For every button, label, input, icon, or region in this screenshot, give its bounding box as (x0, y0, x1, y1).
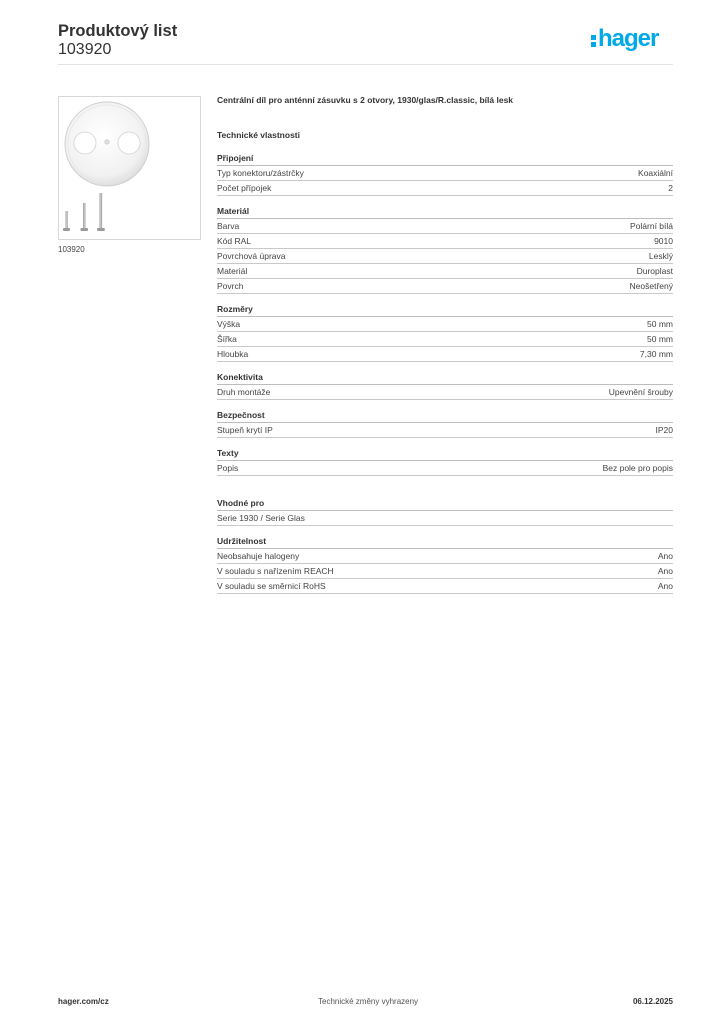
row-value: 9010 (654, 236, 673, 246)
row-value: Duroplast (636, 266, 673, 276)
table-row (217, 347, 673, 362)
page-footer (58, 997, 673, 1009)
section-connectivity (217, 372, 673, 400)
table-row (217, 279, 673, 294)
table-row (217, 332, 673, 347)
section-title: Udržitelnost (217, 536, 673, 549)
row-value: 2 (668, 183, 673, 193)
section-title: Vhodné pro (217, 498, 673, 511)
table-row (217, 234, 673, 249)
product-content (217, 95, 673, 594)
row-label: Kód RAL (217, 236, 252, 246)
section-suitable-for (217, 498, 673, 526)
section-title: Texty (217, 448, 673, 461)
table-row (217, 579, 673, 594)
footer-notice: Technické změny vyhrazeny (318, 997, 419, 1006)
logo-dot-icon (591, 42, 596, 47)
section-connection (217, 153, 673, 196)
section-title: Materiál (217, 206, 673, 219)
section-material (217, 206, 673, 294)
row-value: 50 mm (647, 319, 673, 329)
footer-date: 06.12.2025 (632, 997, 673, 1006)
row-label: Barva (217, 221, 240, 231)
row-label: Materiál (217, 266, 248, 276)
document-number: 103920 (58, 41, 112, 58)
row-label: Šířka (217, 334, 237, 344)
row-value: Upevnění šrouby (608, 387, 673, 397)
table-row (217, 264, 673, 279)
row-value: Ano (657, 581, 673, 591)
row-value: IP20 (655, 425, 673, 435)
row-value: Ano (657, 551, 673, 561)
section-title: Rozměry (217, 304, 673, 317)
table-row (217, 549, 673, 564)
row-label: Neobsahuje halogeny (217, 551, 300, 561)
table-row (217, 249, 673, 264)
document-header (58, 22, 177, 59)
row-label: Popis (217, 463, 239, 473)
product-description: Centrální díl pro anténní zásuvku s 2 otvory, 1930/glas/R.classic, bílá lesk (217, 95, 514, 105)
hager-logo[interactable] (591, 25, 675, 56)
row-value: Lesklý (648, 251, 673, 261)
document-title: Produktový list (58, 22, 178, 40)
table-row (217, 564, 673, 579)
row-label: V souladu se směrnicí RoHS (217, 581, 326, 591)
table-row (217, 219, 673, 234)
row-value: Neošetřený (629, 281, 673, 291)
table-row (217, 511, 673, 526)
row-value: 7,30 mm (639, 349, 673, 359)
row-label: Stupeň krytí IP (217, 425, 273, 435)
row-value: Polární bílá (630, 221, 673, 231)
logo-dot-icon (591, 35, 596, 40)
table-row (217, 166, 673, 181)
row-label: V souladu s nařízením REACH (217, 566, 334, 576)
section-sustainability (217, 536, 673, 594)
row-label: Druh montáže (217, 387, 271, 397)
row-label: Počet přípojek (217, 183, 272, 193)
section-title: Bezpečnost (217, 410, 673, 423)
table-row (217, 423, 673, 438)
row-value: Bez pole pro popis (602, 463, 673, 473)
section-dimensions (217, 304, 673, 362)
technical-properties-heading: Technické vlastnosti (217, 130, 300, 140)
header-divider (58, 64, 673, 65)
row-value: 50 mm (647, 334, 673, 344)
product-image (58, 96, 201, 240)
section-title: Připojení (217, 153, 673, 166)
section-safety (217, 410, 673, 438)
image-caption: 103920 (58, 245, 85, 254)
logo-wordmark: hager (598, 25, 659, 52)
table-row (217, 461, 673, 476)
row-value: Koaxiální (638, 168, 673, 178)
row-value: Ano (657, 566, 673, 576)
footer-website-link[interactable]: hager.com/cz (58, 997, 109, 1006)
product-photo-icon (59, 97, 200, 239)
row-label: Hloubka (217, 349, 249, 359)
table-row (217, 385, 673, 400)
row-label: Typ konektoru/zástrčky (217, 168, 304, 178)
row-label: Serie 1930 / Serie Glas (217, 513, 305, 523)
row-label: Povrch (217, 281, 244, 291)
row-label: Výška (217, 319, 241, 329)
table-row (217, 317, 673, 332)
section-texts (217, 448, 673, 476)
row-label: Povrchová úprava (217, 251, 286, 261)
table-row (217, 181, 673, 196)
section-title: Konektivita (217, 372, 673, 385)
